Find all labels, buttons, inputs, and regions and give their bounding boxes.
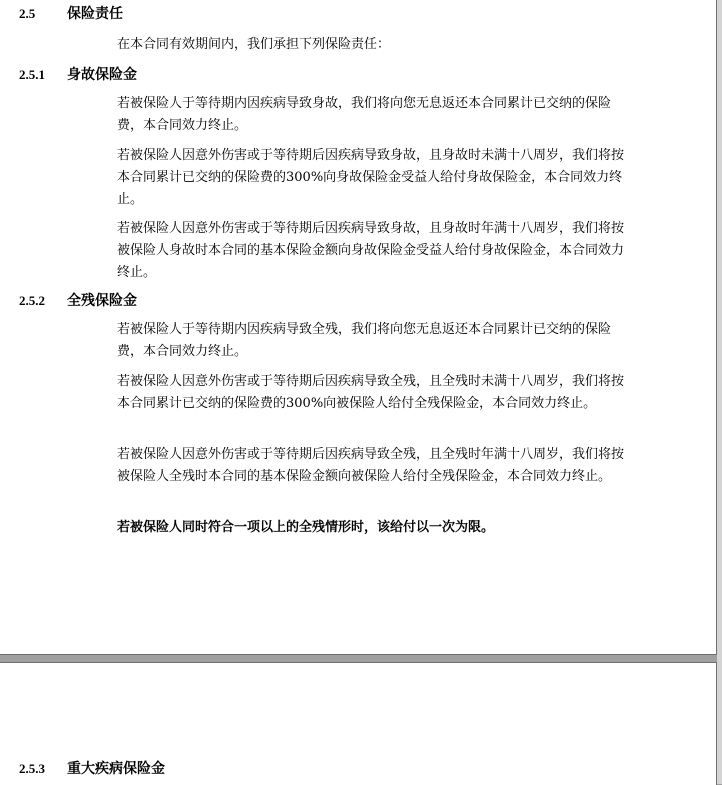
paragraph: 若被保险人因意外伤害或于等待期后因疾病导致全残，且全残时年满十八周岁，我们将按被保险人全残时本合同的基本保险金额向被保险人给付全残保险金，本合同效力终止。 [117,447,625,484]
section-number: 2.5.3 [19,761,45,776]
section-number: 2.5.1 [19,67,45,82]
paragraph: 若被保险人于等待期内因疾病导致全残，我们将向您无息返还本合同累计已交纳的保险费，本合同效力终止。 [117,322,612,359]
section-heading-2-5-1 [19,65,137,85]
section-number: 2.5.2 [19,293,45,308]
document-page-2 [0,662,717,785]
paragraph: 若被保险人因意外伤害或于等待期后因疾病导致全残，且全残时未满十八周岁，我们将按本合同累计已交纳的保险费的300%向被保险人给付全残保险金，本合同效力终止。 [117,374,625,411]
section-number: 2.5 [19,6,36,21]
section-title: 身故保险金 [67,67,137,83]
section-intro: 在本合同有效期间内，我们承担下列保险责任： [117,37,391,52]
section-title: 保险责任 [67,6,123,22]
section-heading-2-5 [19,4,123,24]
section-title: 重大疾病保险金 [67,761,165,777]
paragraph: 若被保险人因意外伤害或于等待期后因疾病导致身故，且身故时年满十八周岁，我们将按被保险人身故时本合同的基本保险金额向身故保险金受益人给付身故保险金，本合同效力终止。 [117,221,625,280]
section-title: 全残保险金 [67,293,137,309]
paragraph: 若被保险人因意外伤害或于等待期后因疾病导致身故，且身故时未满十八周岁，我们将按本合同累计已交纳的保险费的300%向身故保险金受益人给付身故保险金，本合同效力终止。 [117,148,625,207]
viewer-scroll-gutter[interactable] [717,0,722,784]
paragraph: 若被保险人于等待期内因疾病导致身故，我们将向您无息返还本合同累计已交纳的保险费，本合同效力终止。 [117,96,612,133]
note-paragraph: 若被保险人同时符合一项以上的全残情形时，该给付以一次为限。 [117,520,495,535]
section-heading-2-5-3 [19,759,165,779]
section-heading-2-5-2 [19,291,137,311]
